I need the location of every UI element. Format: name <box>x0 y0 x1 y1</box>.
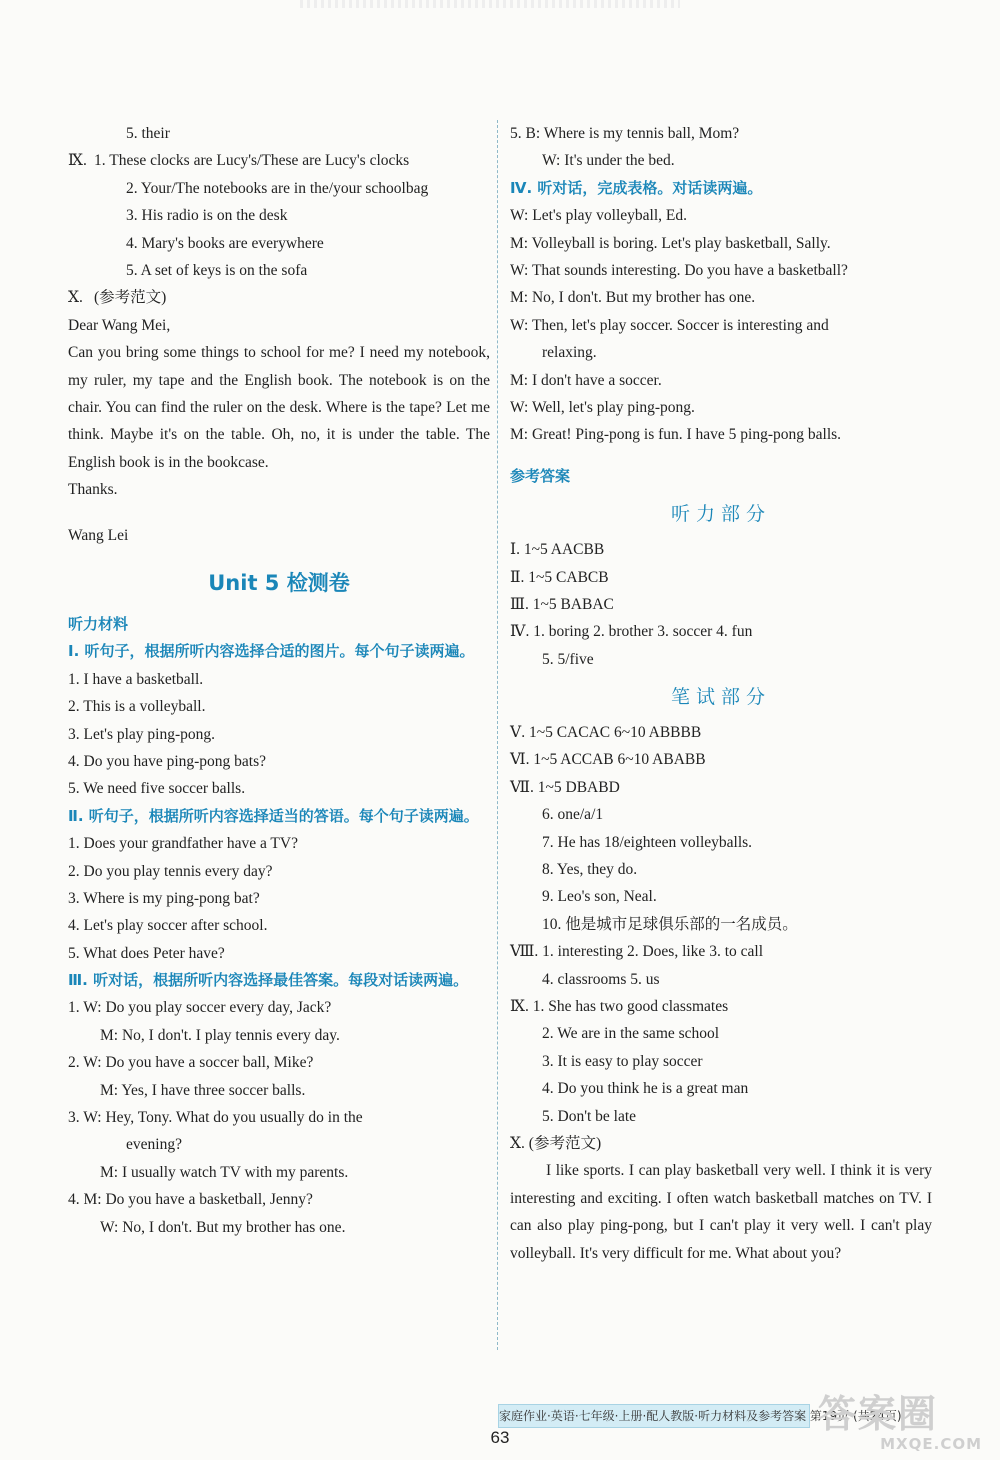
line-text: M: I usually watch TV with my parents. <box>100 1163 349 1181</box>
line-text: W: Let's play volleyball, Ed. <box>510 207 687 225</box>
answer-line <box>510 774 932 801</box>
answer-line <box>68 175 490 202</box>
line-text: Ⅹ. (参考范文) <box>510 1134 602 1152</box>
listening-part-title: 听力部分 <box>670 503 771 526</box>
dialogue-line <box>510 120 932 147</box>
dialogue-line <box>510 147 932 174</box>
line-text: evening? <box>126 1136 182 1154</box>
answer-line <box>510 646 932 673</box>
line-text: 1. These clocks are Lucy's/These are Lucy's clocks <box>94 152 410 170</box>
line-text: 5. A set of keys is on the sofa <box>126 261 308 279</box>
line-text: Ⅶ. 1~5 DBABD <box>510 778 620 796</box>
listening-sentence: 1. I have a basketball. <box>68 670 204 688</box>
letter-signature: Wang Lei <box>68 526 129 544</box>
line-text: M: I don't have a soccer. <box>510 371 662 389</box>
listening-sentence: 5. What does Peter have? <box>68 944 225 962</box>
answer-line <box>510 536 932 563</box>
dialogue-line <box>68 1131 490 1158</box>
section-1-heading: Ⅰ. 听句子，根据所听内容选择合适的图片。每个句子读两遍。 <box>68 642 475 661</box>
line-text: M: Yes, I have three soccer balls. <box>100 1081 306 1099</box>
answer-line <box>510 911 932 938</box>
dialogue-line <box>510 312 932 339</box>
line-text: W: That sounds interesting. Do you have a basketball? <box>510 261 848 279</box>
answer-line <box>68 120 490 147</box>
line-text: Ⅱ. 1~5 CABCB <box>510 568 609 586</box>
answer-line <box>510 618 932 645</box>
line-text: 5. their <box>126 125 170 142</box>
answer-line <box>510 564 932 591</box>
dialogue-line <box>68 1049 490 1076</box>
answer-line <box>510 883 932 910</box>
footer-bar: 家庭作业·英语·七年级·上册·配人教版·听力材料及参考答案 第19页 (共24页) <box>498 1404 810 1428</box>
line-text: 2. Your/The notebooks are in the/your schoolbag <box>126 179 429 197</box>
line-text: 2. We are in the same school <box>542 1025 720 1043</box>
line-text: 5. 5/five <box>542 650 594 668</box>
dialogue-line <box>68 1104 490 1131</box>
answer-line <box>68 147 490 174</box>
listening-sentence: 2. This is a volleyball. <box>68 698 206 716</box>
section-4-dialogue <box>510 202 932 449</box>
section-4-heading: Ⅳ. 听对话，完成表格。对话读两遍。 <box>510 178 763 197</box>
line-text: 3. His radio is on the desk <box>126 207 288 225</box>
line-text: Ⅵ. 1~5 ACCAB 6~10 ABABB <box>510 751 706 769</box>
line-text: 10. 他是城市足球俱乐部的一名成员。 <box>542 915 798 933</box>
answer-line <box>68 284 490 311</box>
listening-sentence: 3. Where is my ping-pong bat? <box>68 889 260 907</box>
section-3-heading: Ⅲ. 听对话，根据所听内容选择最佳答案。每段对话读两遍。 <box>68 971 469 990</box>
listening-sentence: 2. Do you play tennis every day? <box>68 862 273 880</box>
answer-line <box>510 801 932 828</box>
listening-sentence: 3. Let's play ping-pong. <box>68 725 216 743</box>
answer-line <box>510 1075 932 1102</box>
line-text: Ⅲ. 1~5 BABAC <box>510 595 614 613</box>
line-text: 2. W: Do you have a soccer ball, Mike? <box>68 1054 314 1072</box>
left-column <box>68 120 490 1241</box>
written-answers <box>510 719 932 1157</box>
dialogue-line <box>510 421 932 448</box>
line-text: Ⅳ. 1. boring 2. brother 3. soccer 4. fun <box>510 623 753 641</box>
page-number: 63 <box>490 1428 510 1447</box>
line-text: W: Well, let's play ping-pong. <box>510 398 695 416</box>
listening-material-label: 听力材料 <box>68 614 129 633</box>
section-1-items <box>68 666 490 803</box>
letter-thanks: Thanks. <box>68 481 118 499</box>
answer-line <box>510 719 932 746</box>
line-text: 1. W: Do you play soccer every day, Jack? <box>68 999 332 1017</box>
answer-line <box>68 257 490 284</box>
line-text: 7. He has 18/eighteen volleyballs. <box>542 833 753 851</box>
watermark-title: 答案圈 <box>818 1392 939 1436</box>
dialogue-line <box>510 367 932 394</box>
line-text: W: No, I don't. But my brother has one. <box>100 1218 346 1236</box>
essay-text: I like sports. I can play basketball very well. I think it is very interesting and exciting. I often watch basketball matches on TV. I can also play ping-pong, but I can't play it very well. I can't play volleyball. It's very difficult for me. What about you? <box>510 1162 932 1262</box>
section-2-items <box>68 830 490 967</box>
line-text: Ⅰ. 1~5 AACBB <box>510 541 605 559</box>
line-text: Ⅷ. 1. interesting 2. Does, like 3. to call <box>510 943 763 961</box>
roman-numeral: Ⅹ. <box>68 289 83 307</box>
line-text: 4. Mary's books are everywhere <box>126 234 324 252</box>
unit-title: Unit 5 检测卷 <box>208 570 350 595</box>
answer-line <box>510 938 932 965</box>
scan-noise <box>300 0 680 8</box>
column-divider <box>497 120 498 1350</box>
line-text: M: No, I don't. But my brother has one. <box>510 289 756 307</box>
answer-line <box>68 202 490 229</box>
listening-sentence: 1. Does your grandfather have a TV? <box>68 835 298 853</box>
answer-line <box>510 856 932 883</box>
right-column <box>510 120 932 1267</box>
line-text: 6. one/a/1 <box>542 806 604 824</box>
line-text: 9. Leo's son, Neal. <box>542 888 657 906</box>
line-text: 4. Do you think he is a great man <box>542 1080 749 1098</box>
dialogue-line <box>510 202 932 229</box>
dialogue-line <box>68 994 490 1021</box>
dialogue-line <box>510 394 932 421</box>
listening-sentence: 5. We need five soccer balls. <box>68 780 246 798</box>
section-3-dialogues <box>68 994 490 1241</box>
answer-line <box>510 1130 932 1157</box>
line-text: 4. classrooms 5. us <box>542 970 660 988</box>
line-text: Ⅸ. 1. She has two good classmates <box>510 997 729 1015</box>
dialogue-line <box>510 339 932 366</box>
reference-answer-label: 参考答案 <box>510 466 571 485</box>
line-text: 3. It is easy to play soccer <box>542 1052 703 1070</box>
line-text: W: It's under the bed. <box>542 152 675 170</box>
line-text: 8. Yes, they do. <box>542 861 638 879</box>
roman-numeral: Ⅸ. <box>68 152 87 170</box>
line-text: M: No, I don't. I play tennis every day. <box>100 1026 340 1044</box>
answer-line <box>68 230 490 257</box>
answer-line <box>510 1020 932 1047</box>
dialogue-line <box>68 1077 490 1104</box>
answer-line <box>510 1103 932 1130</box>
answer-line <box>510 829 932 856</box>
letter-greeting: Dear Wang Mei, <box>68 316 171 334</box>
dialogue-line <box>68 1186 490 1213</box>
listening-sentence: 4. Let's play soccer after school. <box>68 917 268 935</box>
line-text: relaxing. <box>542 344 597 362</box>
dialogue-line <box>510 257 932 284</box>
listening-answers <box>510 536 932 673</box>
letter-body: Can you bring some things to school for me? I need my notebook, my ruler, my tape and the English book. The notebook is on the chair. You can find the ruler on the desk. Where is the tape? Let me think. Maybe it's on the table. Oh, no, it is under the table. The English book is in the bookcase. <box>68 344 490 471</box>
watermark-logo <box>818 1392 988 1456</box>
line-text: 3. W: Hey, Tony. What do you usually do in the <box>68 1109 363 1127</box>
answer-line <box>510 746 932 773</box>
line-text: Ⅴ. 1~5 CACAC 6~10 ABBBB <box>510 724 702 742</box>
watermark-url: MXQE.COM <box>880 1435 982 1453</box>
line-text: M: Great! Ping-pong is fun. I have 5 ping-pong balls. <box>510 426 842 444</box>
line-text: 4. M: Do you have a basketball, Jenny? <box>68 1191 313 1209</box>
line-text: (参考范文) <box>94 289 167 307</box>
section-2-heading: Ⅱ. 听句子，根据所听内容选择适当的答语。每个句子读两遍。 <box>68 806 479 825</box>
dialogue-line <box>68 1214 490 1241</box>
dialogue-line <box>68 1159 490 1186</box>
dialogue-line <box>510 284 932 311</box>
dialogue-line <box>510 230 932 257</box>
answer-line <box>510 966 932 993</box>
written-part-title: 笔试部分 <box>670 686 771 709</box>
answer-line <box>510 993 932 1020</box>
line-text: 5. Don't be late <box>542 1107 637 1125</box>
line-text: W: Then, let's play soccer. Soccer is interesting and <box>510 316 829 334</box>
answer-line <box>510 591 932 618</box>
listening-sentence: 4. Do you have ping-pong bats? <box>68 752 267 770</box>
answer-line <box>510 1048 932 1075</box>
dialogue-line <box>68 1022 490 1049</box>
line-text: 5. B: Where is my tennis ball, Mom? <box>510 125 740 142</box>
line-text: M: Volleyball is boring. Let's play basketball, Sally. <box>510 234 831 252</box>
right-top-dialogue <box>510 120 932 175</box>
left-top-answers <box>68 120 490 312</box>
